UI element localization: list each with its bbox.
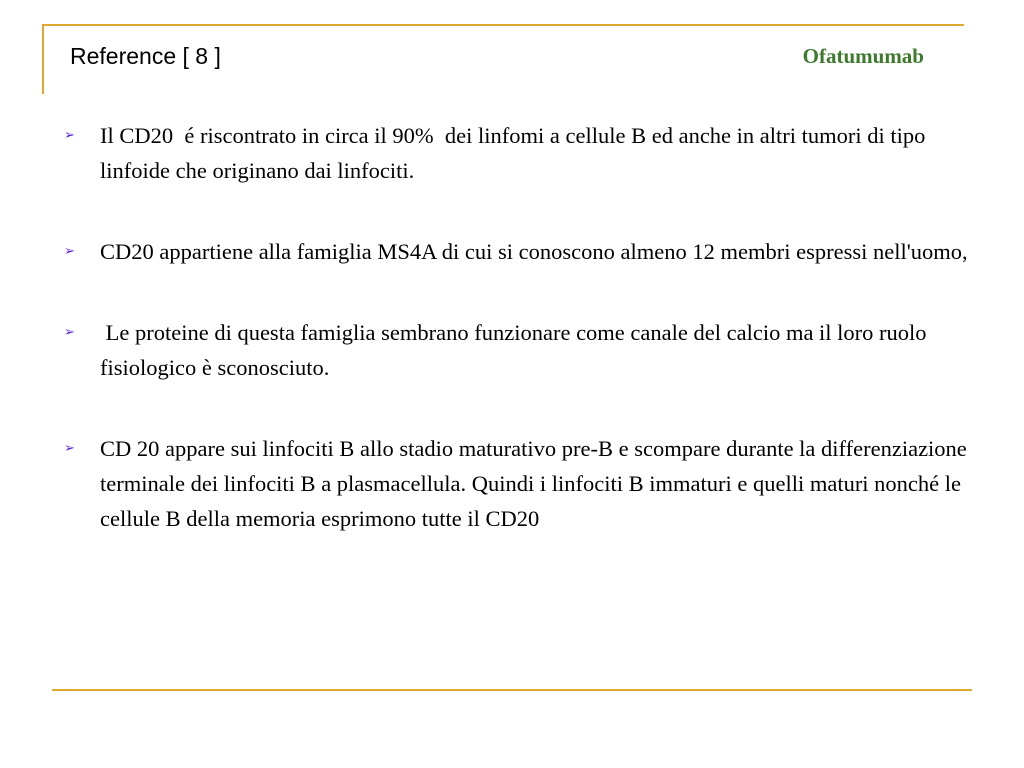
arrowhead-bullet-icon: ➢ [64,441,75,456]
frame-left-rule [42,24,44,94]
list-item [60,234,970,269]
list-item [60,118,970,188]
list-item [60,431,973,536]
frame-bottom-rule [52,689,972,691]
bullet-text: CD 20 appare sui linfociti B allo stadio maturativo pre-B e scompare durante la differenziazione terminale dei linfociti B a plasmacellula. Quindi i linfociti B immaturi e quelli maturi nonché le cellule B della memoria esprimono tutte il CD20 [100,436,973,531]
bullet-text: CD20 appartiene alla famiglia MS4A di cui si conoscono almeno 12 membri espressi nell'uomo, [100,239,968,264]
frame-top-rule [42,24,964,26]
arrowhead-bullet-icon: ➢ [64,325,75,340]
topic-label: Ofatumumab [802,44,924,68]
arrowhead-bullet-icon: ➢ [64,128,75,143]
bullet-list [60,118,973,582]
bullet-text: Il CD20 é riscontrato in circa il 90% dei linfomi a cellule B ed anche in altri tumori di tipo linfoide che originano dai linfociti. [100,123,932,183]
bullet-text: Le proteine di questa famiglia sembrano funzionare come canale del calcio ma il loro ruolo fisiologico è sconosciuto. [100,320,933,380]
arrowhead-bullet-icon: ➢ [64,244,75,259]
list-item [60,315,970,385]
slide-title: Reference [ 8 ] [70,43,221,69]
